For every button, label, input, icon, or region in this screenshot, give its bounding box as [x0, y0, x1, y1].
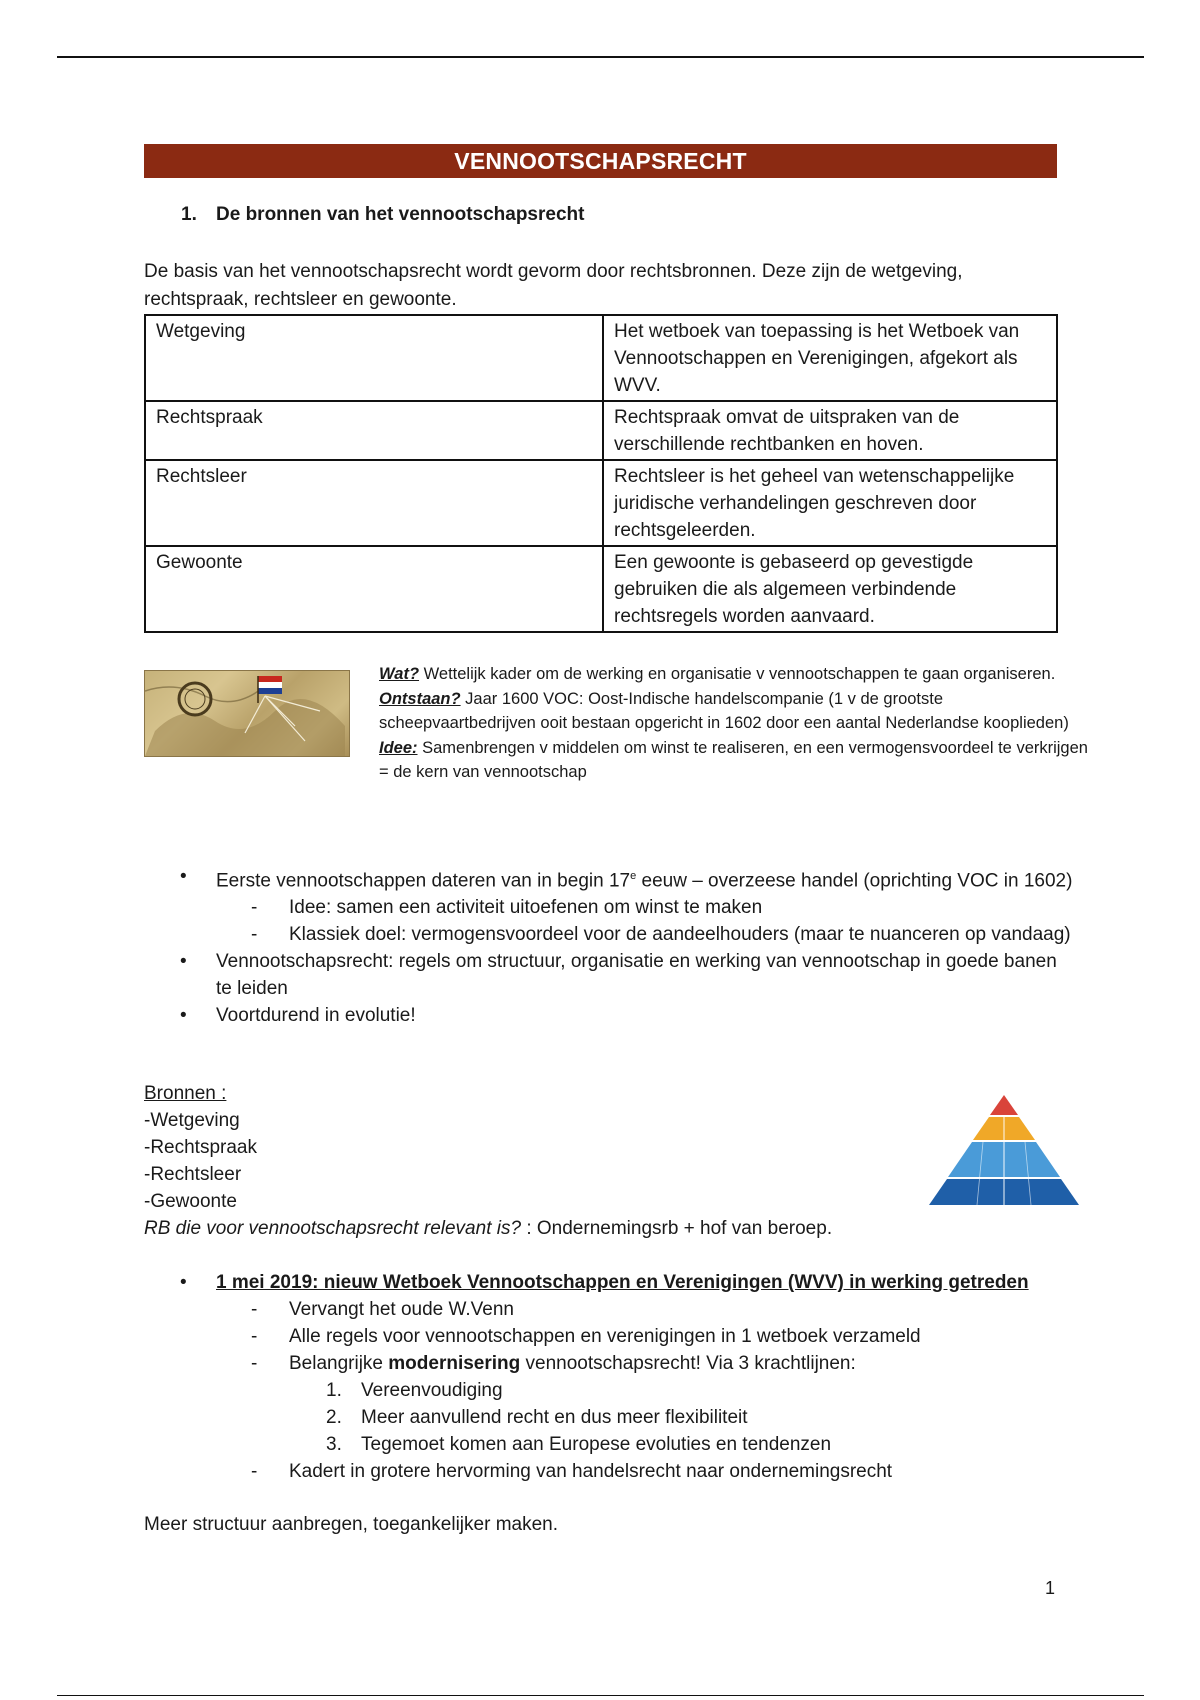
pyramid-top-tier — [990, 1095, 1018, 1115]
section-heading — [181, 204, 584, 226]
list-item: -Rechtspraak — [144, 1137, 257, 1158]
krachtlijn-3: Tegemoet komen aan Europese evoluties en tendenzen — [361, 1434, 832, 1455]
list-item — [144, 1323, 1084, 1350]
table-cell-description: Rechtspraak omvat de uitspraken van de verschillende rechtbanken en hoven. — [603, 401, 1057, 460]
bullet-icon: • — [180, 866, 187, 887]
relevant-court-line — [144, 1215, 832, 1242]
note-idee-text: Samenbrengen v middelen om winst te realiseren, en een vermogensvoordeel te verkrijgen = de kern van vennootschap — [379, 738, 1088, 781]
bullet-1-superscript: e — [630, 870, 637, 882]
wvv-sub-3-a: Belangrijke — [289, 1353, 389, 1374]
note-wat-text: Wettelijk kader om de werking en organisatie v vennootschappen te gaan organiseren. — [419, 665, 1056, 683]
wvv-sub-4: Kadert in grotere hervorming van handelsrecht naar ondernemingsrecht — [289, 1461, 893, 1482]
note-wat-label: Wat? — [379, 665, 420, 683]
table-row — [145, 401, 1057, 460]
wvv-section — [144, 1269, 1084, 1485]
list-item — [144, 1458, 1084, 1485]
note-idee-label: Idee: — [379, 738, 418, 757]
map-illustration — [145, 671, 349, 756]
list-item — [144, 1350, 1084, 1377]
table-cell-description: Rechtsleer is het geheel van wetenschappelijke juridische verhandelingen geschreven door rechtsgeleerden. — [603, 460, 1057, 546]
section-heading-text: De bronnen van het vennootschapsrecht — [216, 204, 585, 225]
document-title — [144, 144, 1057, 178]
note-ontstaan-text: Jaar 1600 VOC: Oost-Indische handelscompanie (1 v de grootste scheepvaartbedrijven ooit bestaan opgericht in 1602 door een aantal Nederlandse kooplieden) — [379, 689, 1069, 732]
list-item — [144, 948, 1074, 1002]
wvv-sub-3-b: vennootschapsrecht! Via 3 krachtlijnen: — [520, 1353, 856, 1374]
table-cell-description: Het wetboek van toepassing is het Wetboek van Vennootschappen en Verenigingen, afgekort als WVV. — [603, 315, 1057, 401]
history-bullets — [144, 863, 1074, 1029]
closing-line: Meer structuur aanbregen, toegankelijker maken. — [144, 1514, 559, 1535]
bullet-1-text-b: eeuw – overzeese handel (oprichting VOC in 1602) — [636, 870, 1073, 892]
voc-notes — [379, 662, 1099, 785]
dash-icon: - — [251, 924, 258, 946]
bullet-icon: • — [180, 1005, 187, 1027]
list-item — [144, 1269, 1084, 1296]
sources-table — [144, 314, 1058, 633]
list-item: -Rechtsleer — [144, 1164, 242, 1185]
dash-icon: - — [251, 1461, 258, 1482]
wvv-heading: 1 mei 2019: nieuw Wetboek Vennootschappen en Verenigingen (WVV) in werking getreden — [216, 1272, 1029, 1293]
wvv-sub-1: Vervangt het oude W.Venn — [289, 1299, 515, 1320]
bullet-icon: • — [180, 1272, 187, 1293]
table-row — [145, 460, 1057, 546]
list-item — [144, 1002, 1074, 1029]
list-item — [144, 1404, 1084, 1431]
relevant-answer: : Ondernemingsrb + hof van beroep. — [521, 1218, 833, 1239]
table-cell-description: Een gewoonte is gebaseerd op gevestigde gebruiken die als algemeen verbindende rechtsregels worden aanvaard. — [603, 546, 1057, 632]
note-ontstaan — [379, 687, 1099, 736]
list-item — [144, 1377, 1084, 1404]
relevant-question: RB die voor vennootschapsrecht relevant is? — [144, 1218, 522, 1239]
table-cell-term: Gewoonte — [145, 546, 603, 632]
footer-rule — [57, 1695, 1144, 1696]
sources-list — [144, 1080, 257, 1215]
bullet-1-sub-2: Klassiek doel: vermogensvoordeel voor de aandeelhouders (maar te nuanceren op vandaag) — [289, 924, 1071, 946]
list-item — [144, 894, 1074, 921]
list-item: -Wetgeving — [144, 1110, 240, 1131]
document-title-text: VENNOOTSCHAPSRECHT — [454, 147, 747, 174]
krachtlijn-2: Meer aanvullend recht en dus meer flexibiliteit — [361, 1407, 748, 1428]
list-item — [144, 1431, 1084, 1458]
list-item — [144, 921, 1074, 948]
table-cell-term: Rechtsleer — [145, 460, 603, 546]
header-rule — [57, 56, 1144, 58]
wvv-sub-3-bold: modernisering — [388, 1353, 521, 1374]
sources-list-heading: Bronnen : — [144, 1083, 227, 1104]
list-number: 2. — [326, 1407, 342, 1428]
table-row — [145, 546, 1057, 632]
list-item — [144, 1296, 1084, 1323]
note-wat — [379, 662, 1099, 687]
section-number: 1. — [181, 204, 197, 225]
intro-paragraph: De basis van het vennootschapsrecht wordt gevorm door rechtsbronnen. Deze zijn de wetgeving, rechtspraak, rechtsleer en gewoonte. — [144, 261, 963, 310]
note-idee — [379, 736, 1099, 785]
list-item: -Gewoonte — [144, 1191, 237, 1212]
dash-icon: - — [251, 1353, 258, 1374]
list-number: 3. — [326, 1434, 342, 1455]
table-cell-term: Wetgeving — [145, 315, 603, 401]
table-row — [145, 315, 1057, 401]
dash-icon: - — [251, 1326, 258, 1347]
note-ontstaan-label: Ontstaan? — [379, 689, 461, 708]
table-cell-term: Rechtspraak — [145, 401, 603, 460]
list-item — [144, 863, 1074, 894]
dash-icon: - — [251, 897, 258, 919]
wvv-sub-2: Alle regels voor vennootschappen en verenigingen in 1 wetboek verzameld — [289, 1326, 921, 1347]
pyramid-diagram — [927, 1095, 1081, 1205]
krachtlijn-1: Vereenvoudiging — [361, 1380, 503, 1401]
bullet-3-text: Voortdurend in evolutie! — [216, 1005, 416, 1027]
bullet-1-text-a: Eerste vennootschappen dateren van in begin 17 — [216, 870, 631, 892]
dash-icon: - — [251, 1299, 258, 1320]
bullet-icon: • — [180, 951, 187, 973]
bullet-2-text: Vennootschapsrecht: regels om structuur, organisatie en werking van vennootschap in goede banen te leiden — [216, 951, 1057, 1000]
list-number: 1. — [326, 1380, 342, 1401]
page-number: 1 — [1045, 1578, 1056, 1598]
voc-map-image — [144, 670, 350, 757]
bullet-1-sub-1: Idee: samen een activiteit uitoefenen om winst te maken — [289, 897, 763, 919]
